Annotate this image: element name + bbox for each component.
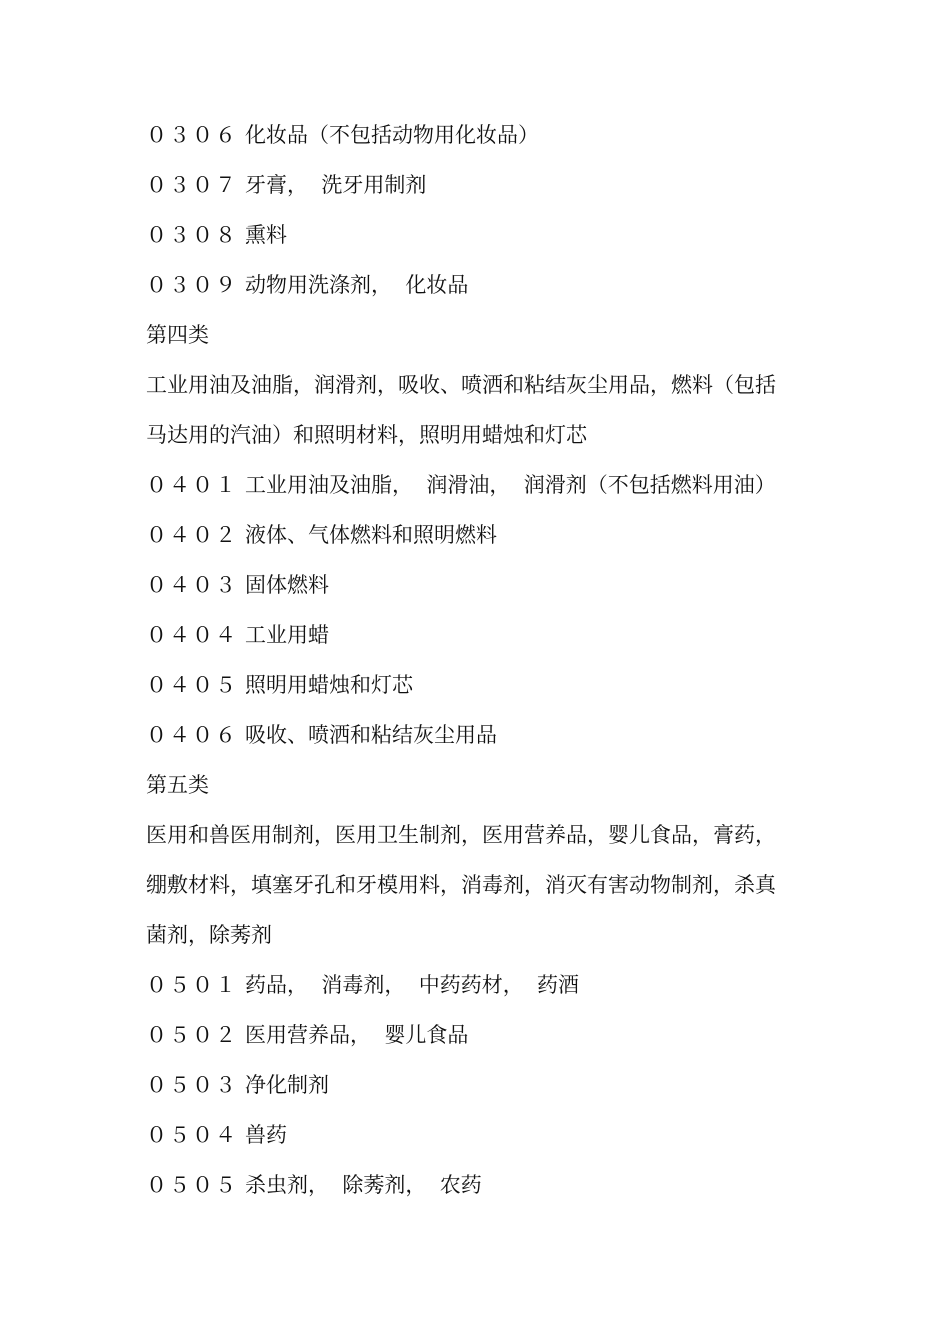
class-description-line: 工业用油及油脂，润滑剂，吸收、喷洒和粘结灰尘用品，燃料（包括 [146,373,776,397]
item-0309 [146,270,468,300]
item-code: ０３０８ [146,223,238,247]
item-description: 工业用蜡 [245,623,329,647]
item-description: 净化制剂 [245,1073,329,1097]
item-description: 药品， 消毒剂， 中药药材， 药酒 [245,973,580,997]
item-code: ０５０２ [146,1023,238,1047]
item-description: 熏料 [245,223,287,247]
item-description: 动物用洗涤剂， 化妆品 [245,273,469,297]
item-code: ０５０３ [146,1073,238,1097]
item-0308 [146,220,287,250]
item-0505 [146,1170,482,1200]
item-0307 [146,170,426,200]
item-0401 [146,470,776,500]
item-0403 [146,570,329,600]
item-description: 化妆品（不包括动物用化妆品） [245,123,539,147]
item-description: 工业用油及油脂， 润滑油， 润滑剂（不包括燃料用油） [245,473,776,497]
item-code: ０３０９ [146,273,238,297]
item-description: 吸收、喷洒和粘结灰尘用品 [245,723,497,747]
item-code: ０３０７ [146,173,238,197]
item-0502 [146,1020,468,1050]
item-0405 [146,670,413,700]
class-description-line: 菌剂，除莠剂 [146,923,272,947]
class-description-line: 绷敷材料，填塞牙孔和牙模用料，消毒剂，消灭有害动物制剂，杀真 [146,873,776,897]
item-0402 [146,520,497,550]
item-description: 照明用蜡烛和灯芯 [245,673,413,697]
item-code: ０５０４ [146,1123,238,1147]
item-description: 固体燃料 [245,573,329,597]
item-code: ０４０３ [146,573,238,597]
item-code: ０５０１ [146,973,238,997]
item-description: 杀虫剂， 除莠剂， 农药 [245,1173,482,1197]
class-description-line: 马达用的汽油）和照明材料，照明用蜡烛和灯芯 [146,423,587,447]
item-code: ０４０１ [146,473,238,497]
item-0504 [146,1120,287,1150]
class-description-line: 医用和兽医用制剂，医用卫生制剂，医用营养品，婴儿食品，膏药， [146,823,776,847]
class-heading-4: 第四类 [146,323,209,347]
item-description: 液体、气体燃料和照明燃料 [245,523,497,547]
class-heading-5: 第五类 [146,773,209,797]
item-code: ０５０５ [146,1173,238,1197]
item-0501 [146,970,579,1000]
item-description: 医用营养品， 婴儿食品 [245,1023,469,1047]
item-code: ０４０６ [146,723,238,747]
item-code: ０４０４ [146,623,238,647]
item-0306 [146,120,539,150]
item-description: 牙膏， 洗牙用制剂 [245,173,427,197]
item-code: ０４０５ [146,673,238,697]
item-description: 兽药 [245,1123,287,1147]
item-0406 [146,720,497,750]
item-code: ０３０６ [146,123,238,147]
item-code: ０４０２ [146,523,238,547]
item-0404 [146,620,329,650]
item-0503 [146,1070,329,1100]
